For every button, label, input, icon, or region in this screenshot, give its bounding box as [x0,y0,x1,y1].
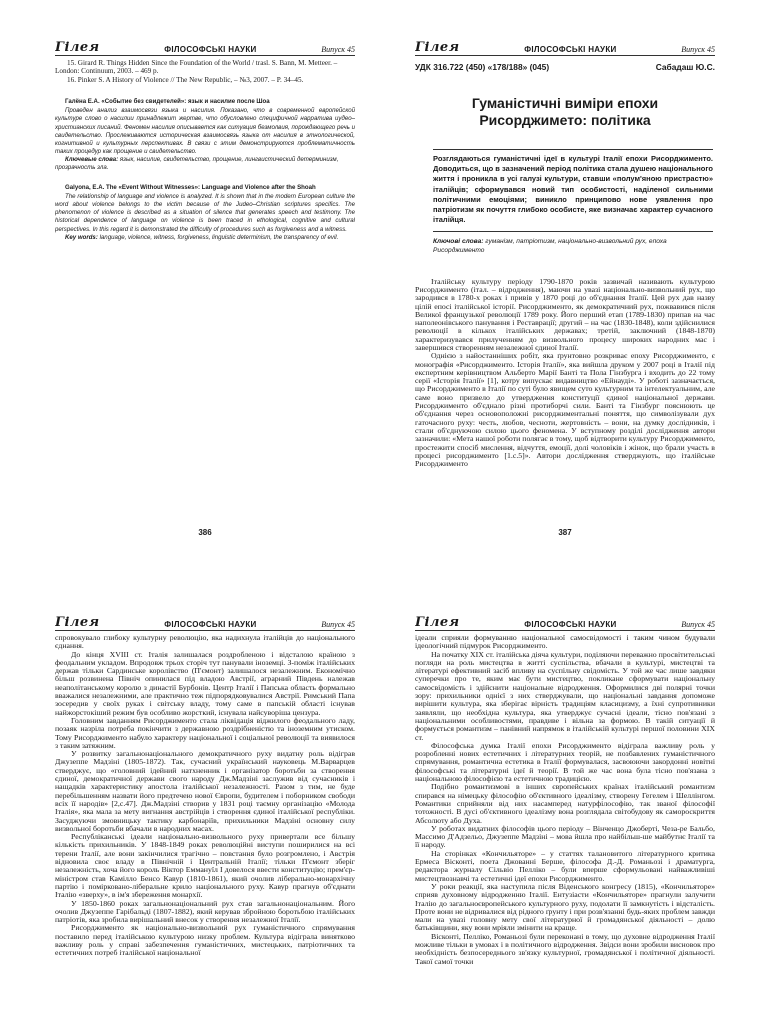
body-paragraph: У роки реакції, яка наступила після Віденського конгресу (1815), «Кончильяторе» сприяв духовному відродженню Італії. Ентузіасти «Кончильяторе» прагнули залучити Італію до загальноєвропейського культурного руху, подолати її замкнутість і відсталість. Проте вони не відривалися від рідного ґрунту і при розв'язанні будь-яких проблем завжди мали на увазі головну мету свої літературної й громадянської діяльності – долю батьківщини, яку вони мріяли змінити на краще. [415,881,715,933]
page-387 [415,40,715,545]
author-name: Сабадаш Ю.С. [655,62,715,72]
keywords-label: Ключові слова: [433,238,484,246]
issue-number: Випуск 45 [681,45,715,54]
body-paragraph: Рисорджименто як національно-визвольний рух гуманістичного спрямування поставило перед італійською культурою низку проблем. Культура відіграла винятково важливу роль у справі забезпечення гуманістичних, мистецьких, патріотичних та естетичних потреб італійської національної [55,923,355,958]
body-paragraph: спровокувало глибоку культурну революцію, яка надихнула італійців до національного єднання. [55,633,355,651]
running-header [415,615,715,631]
section-title: ФІЛОСОФСЬКІ НАУКИ [524,45,617,54]
reference-item: 15. Girard R. Things Hidden Since the Foundation of the World / trasl. S. Bann, M. Metteer. – London: Continuum, 2003. – 469 p. [55,59,338,76]
section-title: ФІЛОСОФСЬКІ НАУКИ [164,620,257,629]
body-paragraph: На початку XIX ст. італійська діяча культури, поділяючи переважно просвітительські погляди на роль мистецтва в житті суспільства, вбачали в культурі, мистецтві та літературі ефективний засіб впливу на суспільну свідомість. У той же час лише завдяки суперечки про те, яким має бути мистецтво, покликане сформувати національну самосвідомість і здійснити національне відродження. Оформилися дві полярні точки зору: прихильники однієї з них стверджували, що національні завдання допоможе вирішити культура, яка зберігає вірність традиціям класицизму, а їхні супротивники заявляли, що необхідна культура, яка утверджує сучасні ідеали, тісно пов'язані з національними особливостями, правдиве і вільна за формою. В такій ситуації й формується романтизм – панівний напрямок в італійській культурі першої половини XIX ст. [415,649,715,742]
body-paragraph: Республіканські ідеали національно-визвольного руху привертали все більшу кількість прихильників. У 1848-1849 роках революційні виступи поширилися на всі терени Італії, але вони закінчилися трагічно – повстання було розгромлено, і Австрія відновила своє владу в Північній і Центральній Італії; тільки П'ємонт зберіг незалежність, хоча його король Віктор Еммануїл I довелося ввести конституцію; прем'єр-міністром став Камілло Бенсо Кавур (1810-1861), який очолив ліберально-монархічну партію і поміркованo-ліберальне крило національного руху. Кавур прагнув об'єднати Італію «зверху», в ім'я збереження монархії. [55,832,355,900]
keywords-text: language, violence, witness, forgiveness, linguistic determinism, the transparency of evil. [99,233,339,241]
body-paragraph: На сторінках «Кончильяторе» – у статтях талановитого літературного критика Ермеса Вісконті, поета Джованні Берше, філософа Д.-Д. Романьозі і драматурга, редактора журналу Сільвіо Пелліко – були вперше сформульовані найважливіші мистецтвознавчі та естетичні ідеї епохи Рисорджименто. [415,848,715,883]
running-header [55,615,355,631]
page-number: 387 [558,528,572,537]
journal-logo: Гілея [55,615,100,630]
keywords-label: Key words: [65,233,98,241]
abstract-english [55,184,355,242]
body-paragraph: У роботах видатних філософів цього періоду – Вінченцо Джоберті, Чеза-ре Бальбо, Массимо Д'Адзельо, Джузеппе Мадзіні – мова йшла про найбільш-ше майбутнє Італії та її народу. [415,823,715,850]
article-body [415,278,715,469]
body-paragraph: До кінця XVIII ст. Італія залишалася роздробленою і відсталою країною з феодальним укладом. Впродовж трьох сторіч тут панували іноземці. З-поміж італійських держав тільки Сардинське королівство (П'ємонт) залишалося незалежним. Економічно більш розвинена Північ опинилася під владою Австрії, аграрний Південь належав неаполітанському королю з династії Бурбонів. Центр Італії і Папська область формально вважалися незалежними, але практично теж підпорядковувалися Австрії. Римський Папа зосередив у своїх руках і світську владу, тому саме в папській області існував найжорстокіший режим був особливо жорсткий, існувала найсуворіша цензура. [55,649,355,717]
section-title: ФІЛОСОФСЬКІ НАУКИ [524,620,617,629]
body-paragraph: ідеали сприяли формуванню національної самосвідомості і таким чином будували ідеологічний підмурок Рисорджименто. [415,633,715,651]
article-body [415,634,715,966]
journal-logo: Гілея [55,40,100,55]
abstract-text: Розглядаються гуманістичні ідеї в культурі Італії епохи Рисорджименто. Доводиться, що в зазначений період політика стала душею національного життя і проникла в усі галузі культури, ставши «полум'яною пристрастю» італійців; сформувався новий тип особистості, наділеної сильними політичними емоціями; виникло принципово нове уявлення про патріотизм як почуття глибоко особисте, яке визначає характер сучасного італійця. [433,154,713,225]
page-389 [415,615,715,1024]
article-title-line: Рисорджимето: політика [479,112,651,128]
abstract-text: Проведен анализ взаимосвязи языка и насилия. Показано, что в современной европейской культуре слово о насилии принадлежит жертве, что обусловлено специфичной нарратива иудео–христианских писаний. Феномен насилия описывается как ситуация безмолвия, порождающего речь и свидетельство. Прослеживаются историческая взаимосвязь языка от насилия в этнологической, когнитивной и культурных перспективах. В связи с этим демонстрируются проблематичность таких процедур как прощение и свидетельство. [55,107,355,155]
reference-list [55,59,355,84]
keywords-text: язык, насилие, свидетельство, прощение, лингвистический детерминизм, прозрачность зла. [55,155,339,171]
body-paragraph: Головним завданням Рисорджименто стала ліквідація віджилого феодального ладу, позаяк назріла потреба покінчити з державною роздрібненістю та іноземним утиском. Тому Рисорджименто набуло характеру національної і соціальної революції та виявилося з таким затяжним. [55,715,355,750]
body-paragraph: Подібно романтизмові в інших європейських країнах італійський романтизм спирався на німецьку філософію об'єктивного ідеалізму, створену Гегелем і Шеллінгом. Романтики сприйняли від них насамперед натурфілософію, так званої філософії тотожності. В дусі об'єктивного ідеалізму вона розглядала світобудову як самороскриття Абсолюту або Духа. [415,782,715,825]
abstract-keywords [55,156,355,172]
article-body [55,634,355,958]
abstract-title: Galyona, E.A. The «Event Without Witnesses»: Language and Violence after the Shoah [65,184,316,192]
body-paragraph: У 1850-1860 роках загальнонаціональний рух став загальнонаціональним. Його очолив Джузеппе Гарібальді (1807-1882), який керував збройною боротьбою італійських патріотів, яка зробила вирішальний внесок у створення незалежної Італії. [55,898,355,925]
body-paragraph: Однією з найостанніших робіт, яка ґрунтовно розкриває епоху Рисорджименто, є монографія «Рисорджименто. Історія Італії», яка вийшла друком у 2007 році в Італії під експертним керівництвом Альберто Марії Банті та Пола Гінзбурга і входить до 22 тому серії «Історія Італії» [1], котру випускає видавництво «Ейнауді». У роботі зазначається, що Рисорджименто в Італії по суті було явищем суто культурним та інтелектуальним, але саме воно призвело до утвердження конституції єдиної національної держави. Рисорджименто об'єднало різні протиборчі сили. Банті та Гінзбург пояснюють це об'єднання через основоположні рисорджиментальні поняття, що символізували дух гаточасного руху: честь, любов, чесноти, жертовність – вони, на думку дослідників, і стали об'єднуючою силою цього феномена. У вступному розділі дослідження автори зазначили: «Мета нашої роботи полягає в тому, щоб відтворити культуру Рисорджименто, простежити спосіб мислення, відчуття, емоції, долі чоловіків і жінок, що брали участь в процесі рисорджименто [1.c.5]». Автори дослідження стверджують, що італійське Рисорджименто [415,351,715,469]
page-number: 386 [198,528,212,537]
keywords-text: гуманізм, патріотизм, національно-визвольний рух, епоха Рисорджименто [433,238,667,255]
abstract-title: Галёна Е.А. «Событие без свидетелей»: язык и насилие после Шоа [65,98,270,106]
reference-item: 16. Pinker S. A History of Violence // The New Republic, – №3, 2007. – P. 34–45. [67,75,304,84]
keywords-label: Ключевые слова: [65,155,119,163]
running-header [55,40,355,56]
udc-code: УДК 316.722 (450) «178/188» (045) [415,62,550,72]
article-title-line: Гуманістичні виміри епохи [471,95,659,111]
journal-logo: Гілея [415,615,460,630]
article-title [415,95,715,129]
issue-number: Випуск 45 [321,620,355,629]
abstract-russian [55,98,355,172]
abstract-text: The relationship of language and violence is analyzed. It is shown that in the modern European culture the word about violence belongs to the victim because of the Judeo–Christian scriptures specifics. The phenomenon of violence is described as a situation of silence that generates speech and testimony. The historical dependence of language on violence is been traced in ethological, cognitive and cultural perspectives. In this regard it is demonstrated the difficulty of procedures such as forgiveness and a witness. [55,193,355,233]
journal-logo: Гілея [415,40,460,55]
article-keywords [433,238,715,255]
section-title: ФІЛОСОФСЬКІ НАУКИ [164,45,257,54]
issue-number: Випуск 45 [681,620,715,629]
body-paragraph: У розвитку загальнонаціонального демократичного руху видатну роль відіграв Джузеппе Мадзіні (1805-1872). Так, сучасний український науковець М.Варварцев стверджує, що «головний ідейний натхненник і організатор боротьби за створення єдиної, демократичної держави свого народу Дж.Мадзіні заслужив від сучасників і нащадків характеристику апостола італійської незалежності. Разом з тим, не буде перебільшенням назвати його предтечею нової Європи, будителем і поборником свободи всіх її народів» [2,с.47]. Дж.Мадзіні створив у 1831 році таємну організацію «Молода Італія», яка мала за мету вигнання австрійців і створення єдиної італійської республіки. Засуджуючи змовницьку тактику карбонаріїв, прихильники Мадзіні основну силу визвольної боротьби вбачали в народних масах. [55,749,355,833]
page-388 [55,615,355,1024]
issue-number: Випуск 45 [321,45,355,54]
body-paragraph: Філософська думка Італії епохи Рисорджименто відіграла важливу роль у розробленні нових естетичних і літературних теорій, не позбавлених гуманістичного спрямування, романтична естетика в Італії формувалася, засвоюючи закордонні новітні філософські та літературні ідеї й теорії. В той же час вона була тісно пов'язана з національною філософією та естетичною традицією. [415,740,715,784]
body-paragraph: Італійську культуру періоду 1790-1870 років зазвичай називають культурою Рисорджименто (італ. – відродження), маючи на увазі національно-визвольний рух, що зародився в 1780-х роках і привів у 1870 році до об'єднання Італії. Цей рух дав назву цілій епосі італійської історії. Рисорджименто, як демократичний рух, пожвавився після Великої французької революції 1789 року. Його перший етап (1789-1830) припав на час наполеонівського панування і Реставрації; другий – на час (1830-1848), коли здійснилися революції в кількох італійських державах; третій, заключний (1848-1870) характеризувався прилученням до визвольного процесу широких народних мас і завершився створенням незалежної єдиної Італії. [415,276,715,352]
udc-author-row [415,62,715,72]
running-header [415,40,715,56]
article-abstract [433,149,713,232]
body-paragraph: Вісконті, Пелліко, Романьозі були переконані в тому, що духовне відродження Італії можливе тільки в умовах і в політичного відродження. Звідси вони зробили висновок про необхідність безпосереднього зв'язку культурної, громадянської і політичної діяльності. Такої самої точки [415,931,715,966]
abstract-keywords [55,234,355,242]
page-386 [55,40,355,545]
